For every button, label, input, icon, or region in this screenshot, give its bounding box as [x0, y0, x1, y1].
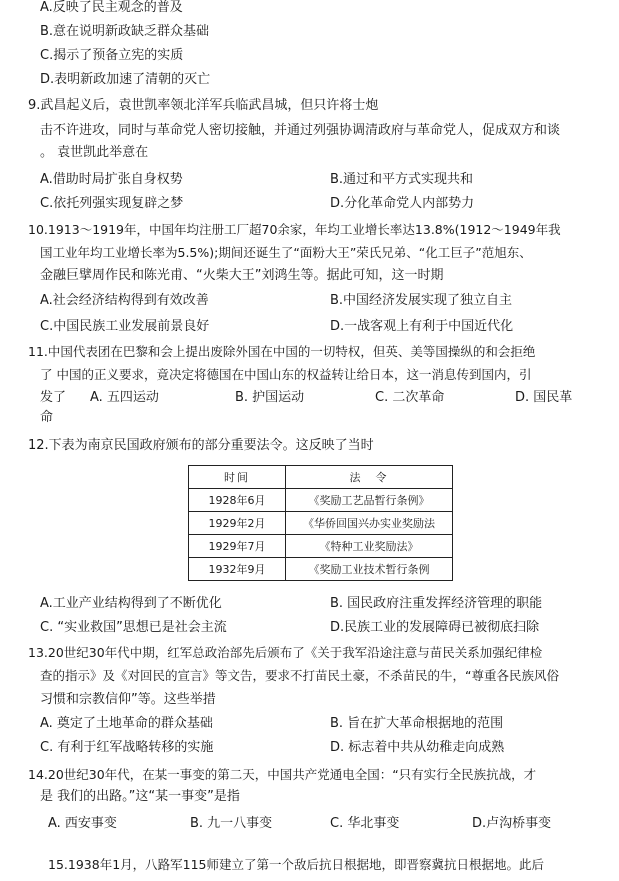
q9-stem-line1: 9.武昌起义后，袁世凯率领北洋军兵临武昌城，但只许将士炮 [28, 98, 379, 113]
q13-option-d: D. 标志着中共从幼稚走向成熟 [330, 740, 505, 755]
table-row [189, 489, 453, 512]
q13-option-b: B. 旨在扩大革命根据地的范围 [330, 716, 504, 731]
table-cell-decree: 《奖励工艺品暂行条例》 [286, 489, 453, 512]
q11-stem-line1: 11.中国代表团在巴黎和会上提出废除外国在中国的一切特权，但英、美等国操纵的和会拒绝 [28, 344, 536, 359]
q10-stem-line1: 10.1913～1919年，中国年均注册工厂超70余家，年均工业增长率达13.8%(1912～1949年我 [28, 222, 561, 237]
q10-option-b: B.中国经济发展实现了独立自主 [330, 293, 513, 308]
q14-option-d: D.卢沟桥事变 [472, 816, 552, 831]
decree-table [188, 465, 453, 581]
q9-option-a: A.借助时局扩张自身权势 [40, 172, 183, 187]
q12-option-b: B. 国民政府注重发挥经济管理的职能 [330, 596, 543, 611]
q8-option-a: A.反映了民主观念的普及 [40, 0, 183, 15]
table-cell-date: 1932年9月 [189, 558, 286, 581]
q8-option-c: C.揭示了预备立宪的实质 [40, 48, 184, 63]
table-cell-decree: 《奖励工业技术暂行条例 [286, 558, 453, 581]
q14-option-b: B. 九一八事变 [190, 816, 273, 831]
q11-option-c: C. 二次革命 [375, 390, 445, 405]
q11-option-a: A. 五四运动 [90, 390, 159, 405]
q14-option-c: C. 华北事变 [330, 816, 400, 831]
q13-stem-line3: 习惯和宗教信仰”等。这些举措 [40, 692, 216, 707]
table-row [189, 535, 453, 558]
q12-stem: 12.下表为南京民国政府颁布的部分重要法令。这反映了当时 [28, 438, 374, 453]
table-cell-date: 1928年6月 [189, 489, 286, 512]
q9-option-c: C.依托列强实现复辟之梦 [40, 196, 184, 211]
q11-stem-line2: 了 中国的正义要求，竟决定将德国在中国山东的权益转让给日本，这一消息传到国内，引 [40, 367, 532, 382]
q11-option-b: B. 护国运动 [235, 390, 305, 405]
q8-option-b: B.意在说明新政缺乏群众基础 [40, 24, 210, 39]
q13-option-c: C. 有利于红军战略转移的实施 [40, 740, 214, 755]
q11-option-d: D. 国民革 [515, 390, 573, 405]
q9-stem-line2: 击不许进攻，同时与革命党人密切接触，并通过列强协调清政府与革命党人，促成双方和谈 [40, 123, 561, 138]
q9-option-b: B.通过和平方式实现共和 [330, 172, 474, 187]
table-header-decree: 法 令 [286, 466, 453, 489]
table-row [189, 512, 453, 535]
table-cell-date: 1929年2月 [189, 512, 286, 535]
table-header-row [189, 466, 453, 489]
q13-stem-line2: 查的指示》及《对回民的宣言》等文告，要求不打苗民土豪，不杀苗民的牛，“尊重各民族风俗 [40, 668, 559, 683]
q11-option-d-cont: 命 [40, 410, 54, 425]
table-cell-decree: 《特种工业奖励法》 [286, 535, 453, 558]
table-cell-date: 1929年7月 [189, 535, 286, 558]
q12-option-c: C. “实业救国”思想已是社会主流 [40, 620, 227, 635]
q11-stem-line3: 发了 [40, 390, 67, 405]
q14-stem-line1: 14.20世纪30年代，在某一事变的第二天，中国共产党通电全国：“只有实行全民族抗战，才 [28, 767, 537, 782]
table-header-time: 时间 [189, 466, 286, 489]
q9-option-d: D.分化革命党人内部势力 [330, 196, 475, 211]
q10-stem-line2: 国工业年均工业增长率为5.5%);期间还诞生了“面粉大王”荣氏兄弟、“化工巨子”范旭东、 [40, 245, 532, 260]
q10-stem-line3: 金融巨擘周作民和陈光甫、“火柴大王”刘鸿生等。据此可知，这一时期 [40, 268, 444, 283]
q12-option-a: A.工业产业结构得到了不断优化 [40, 596, 222, 611]
table-row [189, 558, 453, 581]
q9-stem-line3: 。 袁世凯此举意在 [40, 145, 149, 160]
q10-option-d: D.一战客观上有利于中国近代化 [330, 319, 514, 334]
q14-option-a: A. 西安事变 [48, 816, 117, 831]
table-cell-decree: 《华侨回国兴办实业奖励法 [286, 512, 453, 535]
q13-stem-line1: 13.20世纪30年代中期，红军总政治部先后颁布了《关于我军沿途注意与苗民关系加强纪律检 [28, 645, 543, 660]
q13-option-a: A. 奠定了土地革命的群众基础 [40, 716, 213, 731]
q8-option-d: D.表明新政加速了清朝的灭亡 [40, 72, 211, 87]
q12-option-d: D.民族工业的发展障碍已被彻底扫除 [330, 620, 540, 635]
q10-option-a: A.社会经济结构得到有效改善 [40, 293, 209, 308]
q15-stem-line1: 15.1938年1月，八路军115师建立了第一个敌后抗日根据地，即晋察冀抗日根据地。此后 [48, 857, 545, 872]
q10-option-c: C.中国民族工业发展前景良好 [40, 319, 210, 334]
q14-stem-line2: 是 我们的出路。”这“某一事变”是指 [40, 789, 240, 804]
